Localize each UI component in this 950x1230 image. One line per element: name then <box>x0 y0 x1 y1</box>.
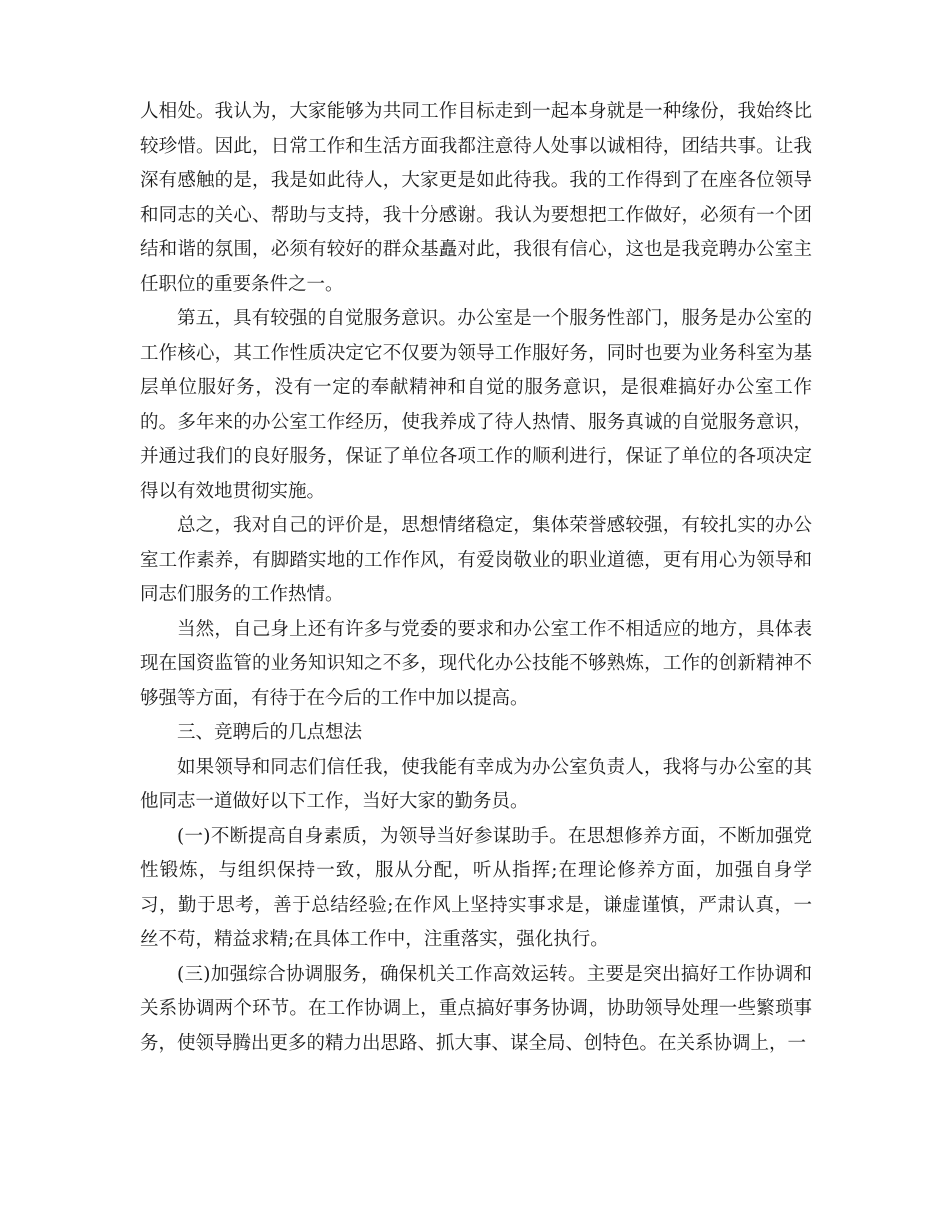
paragraph-plan-one: (一)不断提高自身素质，为领导当好参谋助手。在思想修养方面，不断加强党性锻炼，与组织保持一致，服从分配，听从指挥;在理论修养方面，加强自身学习，勤于思考，善于总结经验;在作风上坚持实事求是，谦虚谨慎，严肃认真，一丝不苟，精益求精;在具体工作中，注重落实，强化执行。 <box>140 825 812 950</box>
paragraph-plan-three: (三)加强综合协调服务，确保机关工作高效运转。主要是突出搞好工作协调和关系协调两个环节。在工作协调上，重点搞好事务协调，协助领导处理一些繁琐事务，使领导腾出更多的精力出思路、抓大事、谋全局、创特色。在关系协调上，一 <box>140 963 812 1054</box>
paragraph-service-awareness: 第五，具有较强的自觉服务意识。办公室是一个服务性部门，服务是办公室的工作核心，其工作性质决定它不仅要为领导工作服好务，同时也要为业务科室为基层单位服好务，没有一定的奉献精神和自觉的服务意识，是很难搞好办公室工作的。多年来的办公室工作经历，使我养成了待人热情、服务真诚的自觉服务意识，并通过我们的良好服务，保证了单位各项工作的顺利进行，保证了单位的各项决定得以有效地贯彻实施。 <box>140 308 812 502</box>
paragraph-continuation: 人相处。我认为，大家能够为共同工作目标走到一起本身就是一种缘份，我始终比较珍惜。因此，日常工作和生活方面我都注意待人处事以诚相待，团结共事。让我深有感触的是，我是如此待人，大家更是如此待我。我的工作得到了在座各位领导和同志的关心、帮助与支持，我十分感谢。我认为要想把工作做好，必须有一个团结和谐的氛围，必须有较好的群众基矗对此，我很有信心，这也是我竞聘办公室主任职位的重要条件之一。 <box>140 101 812 295</box>
document-body <box>140 95 812 1061</box>
paragraph-shortcomings: 当然，自己身上还有许多与党委的要求和办公室工作不相适应的地方，具体表现在国资监管的业务知识知之不多，现代化办公技能不够熟炼，工作的创新精神不够强等方面，有待于在今后的工作中加以提高。 <box>140 618 812 709</box>
section-heading: 三、竞聘后的几点想法 <box>177 722 363 743</box>
paragraph-intro-plans: 如果领导和同志们信任我，使我能有幸成为办公室负责人，我将与办公室的其他同志一道做好以下工作，当好大家的勤务员。 <box>140 756 812 812</box>
paragraph-self-evaluation: 总之，我对自己的评价是，思想情绪稳定，集体荣誉感较强，有较扎实的办公室工作素养，有脚踏实地的工作作风，有爱岗敬业的职业道德，更有用心为领导和同志们服务的工作热情。 <box>140 515 812 605</box>
